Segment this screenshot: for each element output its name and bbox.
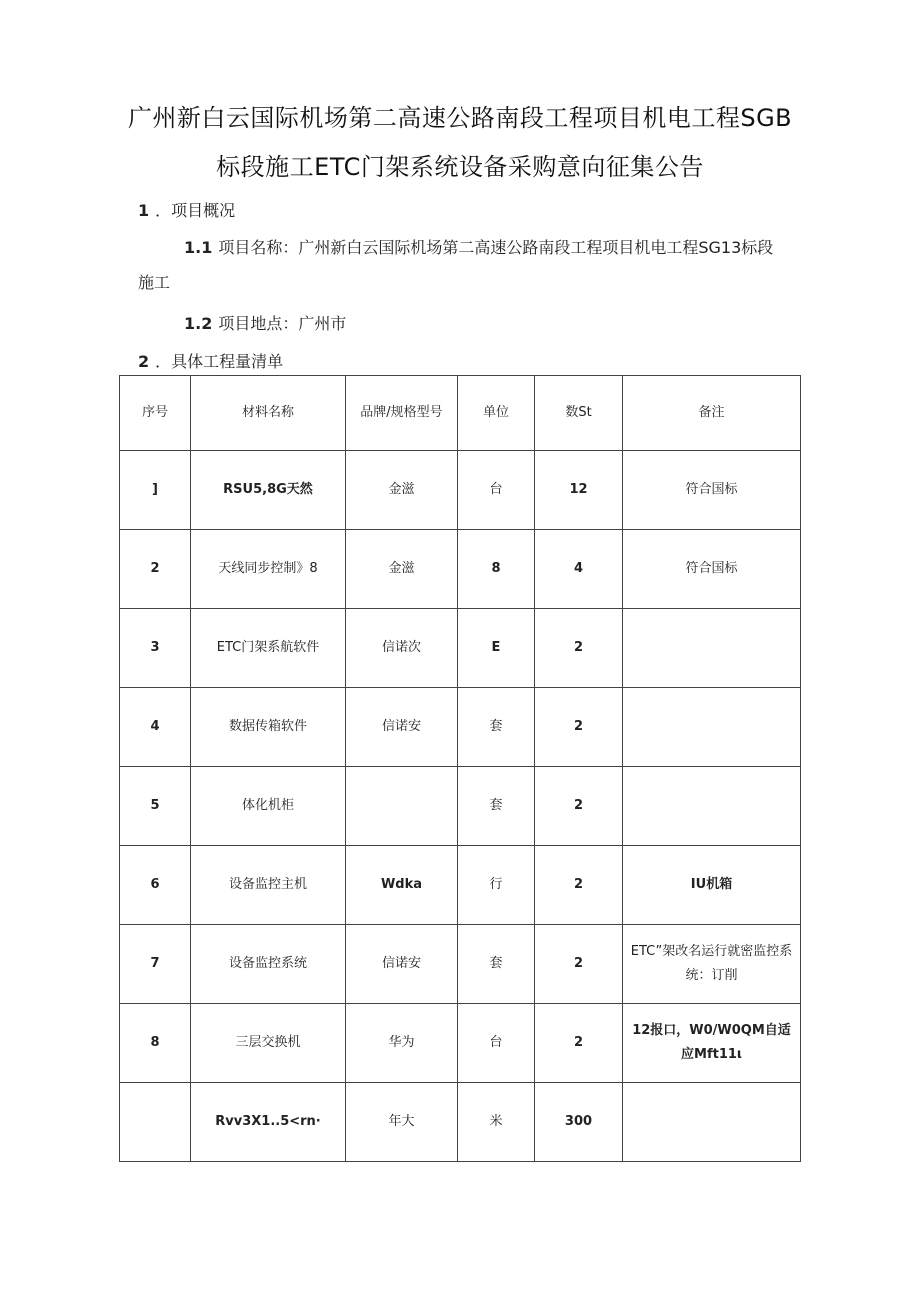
cell-remarks: 12报口，W0/W0QM自适应Mft11ι [623,1004,801,1083]
cell-unit: 8 [458,530,535,609]
cell-unit: 行 [458,846,535,925]
cell-quantity: 2 [535,925,623,1004]
cell-quantity: 2 [535,1004,623,1083]
cell-remarks: ETC”架改名运行就密监控系统：订削 [623,925,801,1004]
cell-brand-spec: 华为 [346,1004,458,1083]
cell-index: 5 [120,767,191,846]
item-1-2-text: 项目地点：广州市 [218,314,347,333]
header-brand-spec: 品牌/规格型号 [346,376,458,451]
table-row [120,451,801,530]
cell-brand-spec: 金滋 [346,530,458,609]
cell-index: 7 [120,925,191,1004]
cell-quantity: 2 [535,767,623,846]
header-unit: 单位 [458,376,535,451]
table-row [120,688,801,767]
cell-remarks [623,1083,801,1162]
section-1-label: ．项目概况 [155,201,236,220]
item-1-2 [184,311,346,334]
cell-quantity: 300 [535,1083,623,1162]
cell-material-name: RSU5,8G天然 [191,451,346,530]
cell-remarks [623,767,801,846]
document-title-line-2: 标段施工ETC门架系统设备采购意向征集公告 [216,153,704,181]
header-index: 序号 [120,376,191,451]
cell-brand-spec: 信诺安 [346,688,458,767]
cell-quantity: 2 [535,609,623,688]
table-row [120,1004,801,1083]
cell-index: 2 [120,530,191,609]
cell-brand-spec: Wdka [346,846,458,925]
cell-material-name: 天线同步控制》8 [191,530,346,609]
item-1-1 [184,235,773,258]
item-1-1-number: 1.1 [184,238,213,257]
cell-material-name: 数据传箱软件 [191,688,346,767]
cell-index: 3 [120,609,191,688]
section-1-heading [138,198,235,221]
header-material-name: 材料名称 [191,376,346,451]
cell-quantity: 2 [535,846,623,925]
cell-unit: 套 [458,925,535,1004]
header-remarks: 备注 [623,376,801,451]
cell-quantity: 12 [535,451,623,530]
cell-brand-spec: 信诺次 [346,609,458,688]
section-2-heading [138,349,283,372]
cell-brand-spec: 年大 [346,1083,458,1162]
cell-remarks: 符合国标 [623,530,801,609]
cell-index [120,1083,191,1162]
cell-unit: 套 [458,688,535,767]
cell-material-name: 设备监控系统 [191,925,346,1004]
cell-remarks: 符合国标 [623,451,801,530]
section-2-label: ．具体工程量清单 [155,352,284,371]
cell-unit: 台 [458,1004,535,1083]
item-1-2-number: 1.2 [184,314,213,333]
item-1-1-text: 项目名称：广州新白云国际机场第二高速公路南段工程项目机电工程SG13标段 [218,238,774,257]
cell-material-name: 三层交换机 [191,1004,346,1083]
cell-index: 4 [120,688,191,767]
table-row [120,609,801,688]
cell-quantity: 2 [535,688,623,767]
table-row [120,846,801,925]
table-row [120,1083,801,1162]
section-2-number: 2 [138,352,150,371]
cell-remarks: IU机箱 [623,846,801,925]
cell-remarks [623,688,801,767]
table-header-row [120,376,801,451]
cell-unit: 套 [458,767,535,846]
table-row [120,767,801,846]
cell-material-name: 设备监控主机 [191,846,346,925]
document-title-line-1: 广州新白云国际机场第二高速公路南段工程项目机电工程SGB [127,104,793,132]
cell-brand-spec [346,767,458,846]
cell-index: 6 [120,846,191,925]
cell-material-name: ETC门架系航软件 [191,609,346,688]
cell-unit: 米 [458,1083,535,1162]
section-1-number: 1 [138,201,150,220]
quantity-table [119,375,801,1162]
cell-material-name: Rvv3X1..5<rn· [191,1083,346,1162]
cell-remarks [623,609,801,688]
table-row [120,925,801,1004]
cell-material-name: 体化机柜 [191,767,346,846]
cell-index: ] [120,451,191,530]
cell-quantity: 4 [535,530,623,609]
cell-index: 8 [120,1004,191,1083]
cell-unit: 台 [458,451,535,530]
header-quantity: 数St [535,376,623,451]
cell-unit: E [458,609,535,688]
table-row [120,530,801,609]
item-1-1-continuation: 施工 [138,273,171,292]
cell-brand-spec: 信诺安 [346,925,458,1004]
cell-brand-spec: 金滋 [346,451,458,530]
